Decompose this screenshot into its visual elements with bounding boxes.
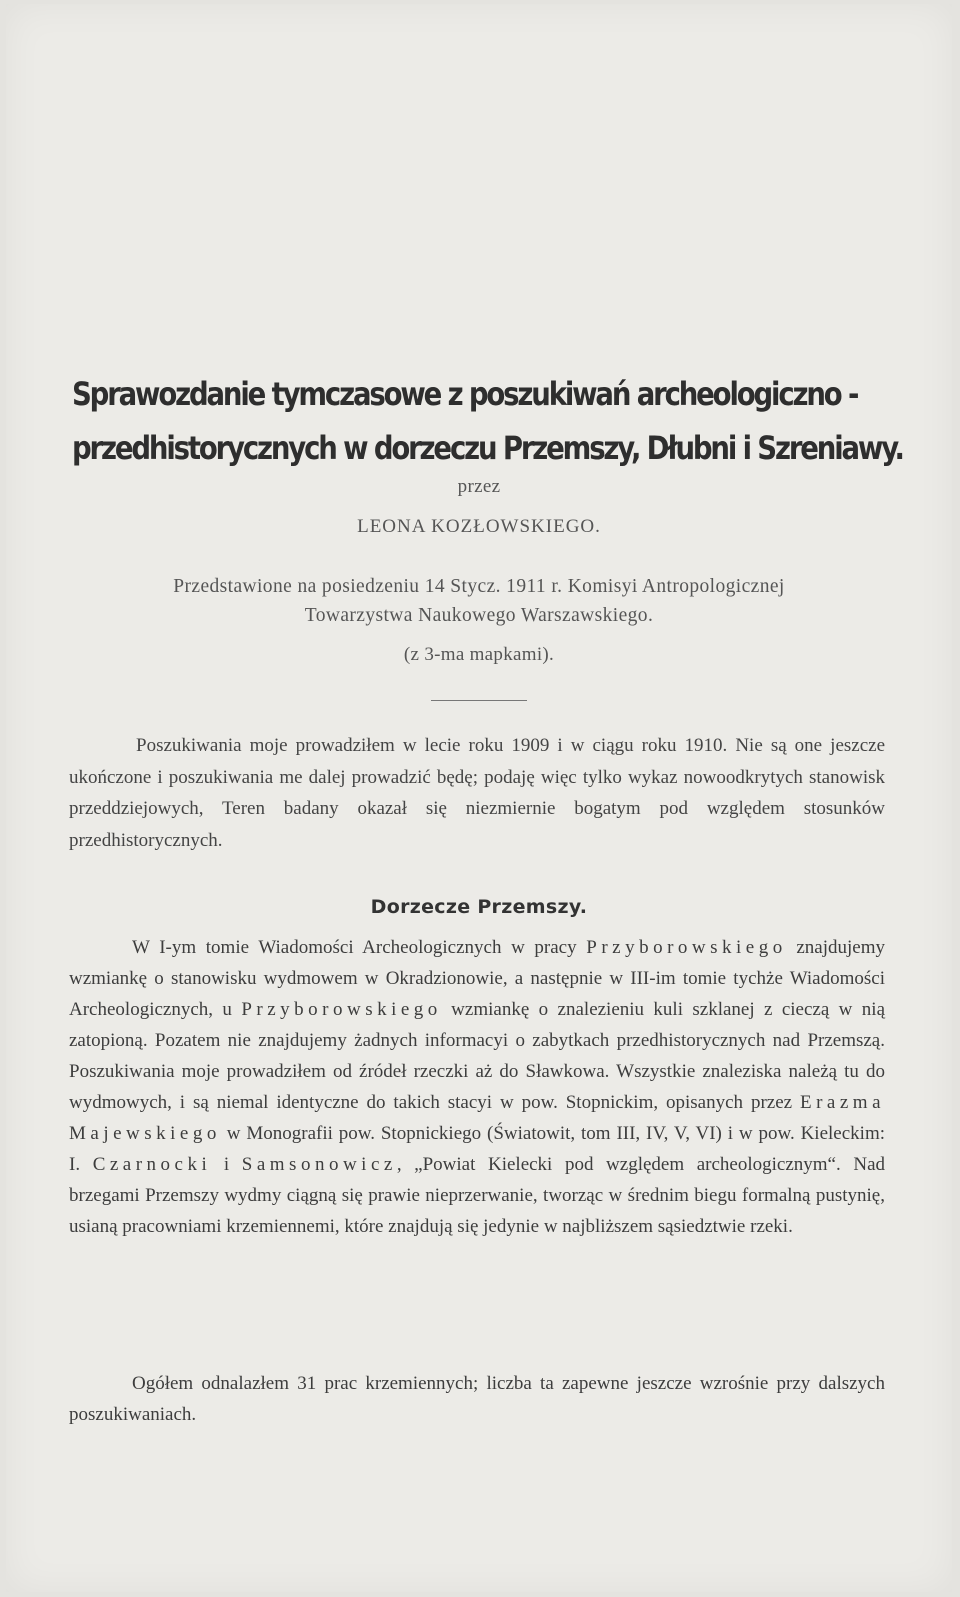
maps-note: (z 3-ma mapkami). [403, 644, 555, 665]
title-line-2: przedhistorycznych w dorzeczu Przemszy, Dłubni i Szreniawy. [72, 429, 903, 467]
paragraph-2-text-2: znajdujemy wzmiankę o stanowisku wydmowem w Okradzionowie, a następnie w III-im tomie tychże Wiadomości Archeologicznych, u [69, 937, 885, 1020]
document-page [6, 4, 952, 1592]
paragraph-2-text-1: W I-ym tomie Wiadomości Archeologicznych w pracy [132, 937, 587, 958]
divider-rule [431, 700, 527, 701]
paragraph-2-text-4: w Monografii pow. Stopnickiego (Światowit, tom III, IV, V, VI) i w pow. Kieleckim: I. [69, 1123, 885, 1175]
spaced-name-samsonowicz: Samsonowicz [241, 1154, 397, 1175]
paragraph-2 [69, 932, 885, 1242]
intro-paragraph-text: Poszukiwania moje prowadziłem w lecie roku 1909 i w ciągu roku 1910. Nie są one jeszcze ukończone i poszukiwania me dalej prowadzić będę; podaję więc tylko wykaz nowoodkrytych stanowisk przeddziejowych, Teren badany okazał się niezmiernie bogatym pod względem stosunków przedhistorycznych. [69, 735, 885, 851]
spaced-name-majewski: Erazma Majewskiego [69, 1092, 885, 1144]
spaced-name-czarnocki: Czarnocki [92, 1154, 212, 1175]
spaced-name-przyborowski-1: Przyborowskiego [586, 937, 787, 958]
paragraph-3-text: Ogółem odnalazłem 31 prac krzemiennych; liczba ta zapewne jeszcze wzrośnie przy dalszych poszukiwaniach. [69, 1373, 885, 1425]
paragraph-2-text-5: i [211, 1154, 242, 1175]
section-heading: Dorzecze Przemszy. [370, 896, 588, 918]
paragraph-2-text-6: , „Powiat Kielecki pod względem archeologicznym“. Nad brzegami Przemszy wydmy ciągną się prawie nieprzerwanie, tworząc w średnim biegu formalną pustynię, usianą pracowniami krzemiennemi, które znajdują się jedynie w najbliższem sąsiedztwie rzeki. [69, 1154, 886, 1237]
title-line-1: Sprawozdanie tymczasowe z poszukiwań archeologiczno - [72, 375, 858, 413]
author-name: LEONA KOZŁOWSKIEGO. [357, 516, 601, 537]
spaced-name-przyborowski-2: Przyborowskiego [241, 999, 442, 1020]
intro-paragraph [69, 730, 885, 856]
presented-note-line-2: Towarzystwa Naukowego Warszawskiego. [304, 605, 654, 626]
presented-note-line-1: Przedstawione na posiedzeniu 14 Stycz. 1911 r. Komisyi Antropologicznej [173, 576, 785, 597]
byline: przez [457, 476, 501, 497]
paragraph-2-text-3: wzmiankę o znalezieniu kuli szklanej z cieczą w nią zatopioną. Pozatem nie znajdujemy żadnych informacyi o zabytkach przedhistorycznych nad Przemszą. Poszukiwania moje prowadziłem od źródeł rzeczki aż do Sławkowa. Wszystkie znaleziska należą tu do wydmowych, i są niemal identyczne do takich stacyi w pow. Stopnickim, opisanych przez [69, 999, 885, 1113]
paragraph-3 [69, 1368, 885, 1430]
